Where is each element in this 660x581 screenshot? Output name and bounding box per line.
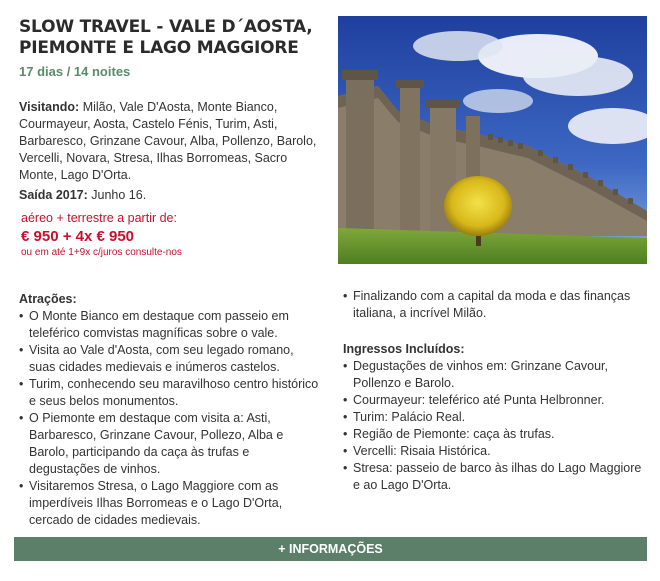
list-item: • Região de Piemonte: caça às trufas. [343,426,648,443]
attractions-list-continued [343,288,648,322]
castle-photo [338,16,647,264]
attractions-section [19,291,319,529]
right-column [343,288,648,494]
price-note: ou em até 1+9x c/juros consulte-nos [21,247,182,258]
list-item: • Stresa: passeio de barco às ilhas do Lago Maggiore e ao Lago D'Orta. [343,460,648,494]
attractions-list [19,308,319,529]
list-item: • Turim, conhecendo seu maravilhoso centro histórico e seus belos monumentos. [19,376,319,410]
list-item: • Vercelli: Risaia Histórica. [343,443,648,460]
price-label: aéreo + terrestre a partir de: [21,211,177,225]
list-item: • Degustações de vinhos em: Grinzane Cavour, Pollenzo e Barolo. [343,358,648,392]
departure-block [19,188,146,202]
list-item: • Visita ao Vale d'Aosta, com seu legado romano, suas cidades medievais e inúmeros castelos. [19,342,319,376]
price-value: € 950 + 4x € 950 [21,228,135,245]
list-item: • Visitaremos Stresa, o Lago Maggiore com as imperdíveis Ilhas Borromeas e o Lago D'Orta, cercado de cidades medievais. [19,478,319,529]
visiting-text: Milão, Vale D'Aosta, Monte Bianco, Courmayeur, Aosta, Castelo Fénis, Turim, Asti, Barbaresco, Grinzane Cavour, Alba, Pollenzo, Barolo, Vercelli, Novara, Stresa, Ilhas Borromeas, Sacro Monte, Lago D'Orta. [19,100,317,182]
list-item: • O Monte Bianco em destaque com passeio em teleférico comvistas magníficas sobre o vale. [19,308,319,342]
list-item: • O Piemonte em destaque com visita a: Asti, Barbaresco, Grinzane Cavour, Pollezo, Alba e Barolo, participando da caça às trufas e degustações de vinhos. [19,410,319,478]
trip-duration: 17 dias / 14 noites [19,64,131,79]
visiting-block [19,99,319,184]
visiting-label: Visitando: [19,100,80,114]
list-item: • Turim: Palácio Real. [343,409,648,426]
list-item: • Courmayeur: teleférico até Punta Helbronner. [343,392,648,409]
page-title: SLOW TRAVEL - VALE D´AOSTA, PIEMONTE E LAGO MAGGIORE [19,17,313,58]
attractions-heading: Atrações: [19,292,77,306]
list-item: • Finalizando com a capital da moda e das finanças italiana, a incrível Milão. [343,288,648,322]
included-list [343,358,648,494]
departure-label: Saída 2017: [19,188,88,202]
departure-text: Junho 16. [91,188,147,202]
included-heading: Ingressos Incluídos: [343,342,465,356]
more-info-button[interactable]: + INFORMAÇÕES [14,537,647,561]
